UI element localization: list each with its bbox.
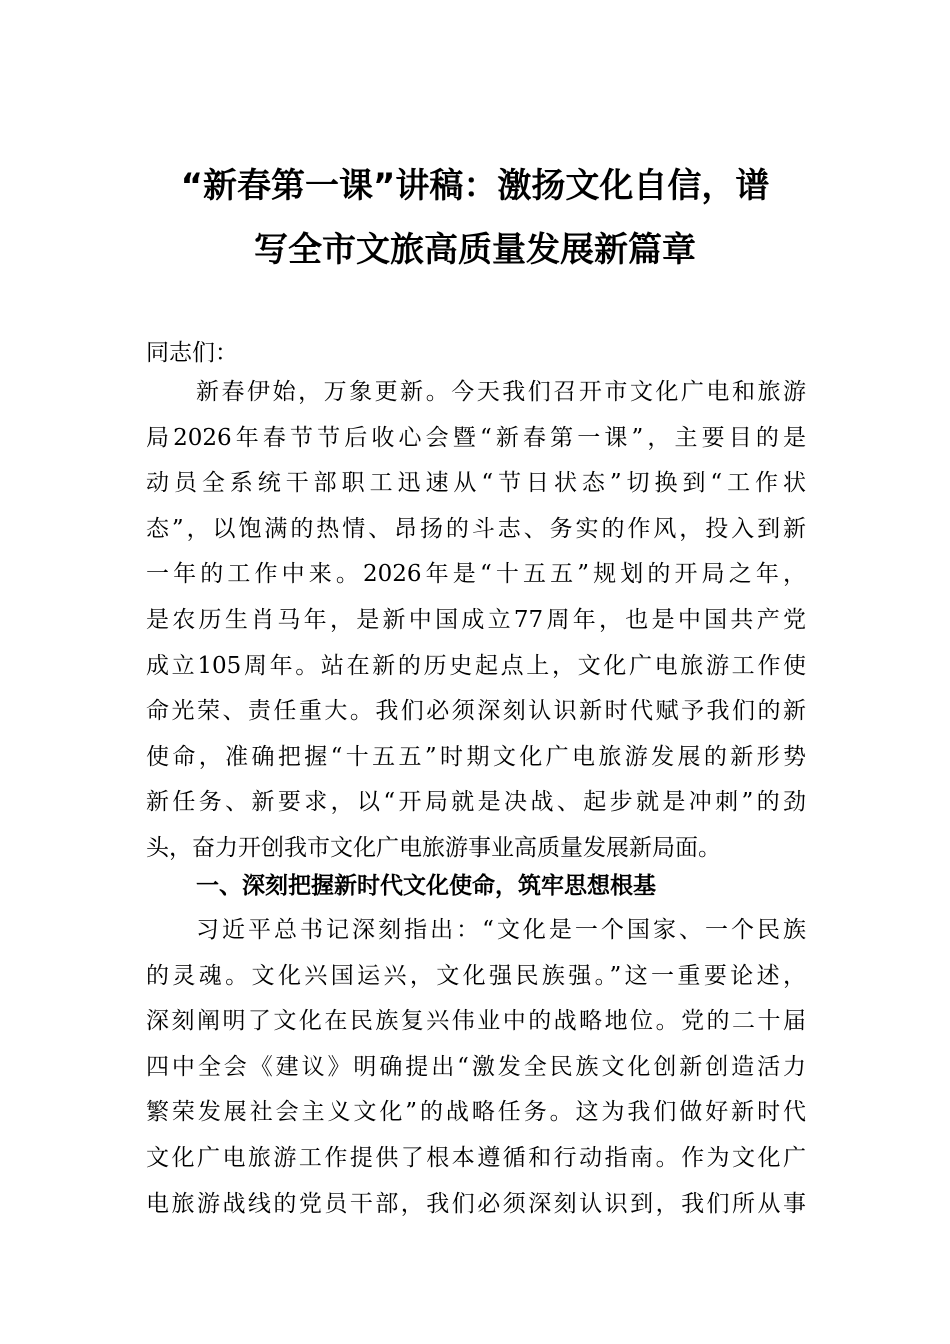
paragraph-line: 一年的工作中来。2026年是“十五五”规划的开局之年， (146, 561, 806, 588)
salutation: 同志们： (146, 340, 238, 366)
paragraph-line: 繁荣发展社会主义文化”的战略任务。这为我们做好新时代 (146, 1099, 806, 1126)
section-heading-1: 一、深刻把握新时代文化使命，筑牢思想根基 (196, 873, 656, 899)
paragraph-line: 动员全系统干部职工迅速从“节日状态”切换到“工作状 (146, 470, 806, 497)
paragraph-line: 新春伊始，万象更新。今天我们召开市文化广电和旅游 (196, 379, 806, 405)
paragraph-2 (146, 908, 806, 1227)
paragraph-line: 深刻阐明了文化在民族复兴伟业中的战略地位。党的二十届 (146, 1008, 806, 1035)
paragraph-line: 局2026年春节节后收心会暨“新春第一课”，主要目的是 (146, 424, 806, 451)
paragraph-line: 命光荣、责任重大。我们必须深刻认识新时代赋予我们的新 (146, 698, 806, 725)
document-title-line-2: 写全市文旅高质量发展新篇章 (254, 230, 696, 270)
paragraph-1 (146, 370, 806, 872)
document-title-line-1: “新春第一课”讲稿：激扬文化自信，谱 (180, 166, 770, 206)
paragraph-line: 是农历生肖马年，是新中国成立77周年，也是中国共产党 (146, 606, 806, 633)
paragraph-line: 头，奋力开创我市文化广电旅游事业高质量发展新局面。 (146, 834, 721, 861)
paragraph-line: 新任务、新要求，以“开局就是决战、起步就是冲刺”的劲 (146, 789, 806, 816)
paragraph-line: 成立105周年。站在新的历史起点上，文化广电旅游工作使 (146, 652, 806, 679)
paragraph-line: 态”，以饱满的热情、昂扬的斗志、务实的作风，投入到新 (146, 515, 806, 542)
paragraph-line: 电旅游战线的党员干部，我们必须深刻认识到，我们所从事 (146, 1190, 806, 1217)
paragraph-line: 的灵魂。文化兴国运兴，文化强民族强。”这一重要论述， (146, 962, 806, 989)
paragraph-line: 使命，准确把握“十五五”时期文化广电旅游发展的新形势 (146, 743, 806, 770)
paragraph-line: 四中全会《建议》明确提出“激发全民族文化创新创造活力 (146, 1053, 806, 1080)
paragraph-line: 文化广电旅游工作提供了根本遵循和行动指南。作为文化广 (146, 1144, 806, 1171)
paragraph-line: 习近平总书记深刻指出：“文化是一个国家、一个民族 (196, 917, 806, 943)
